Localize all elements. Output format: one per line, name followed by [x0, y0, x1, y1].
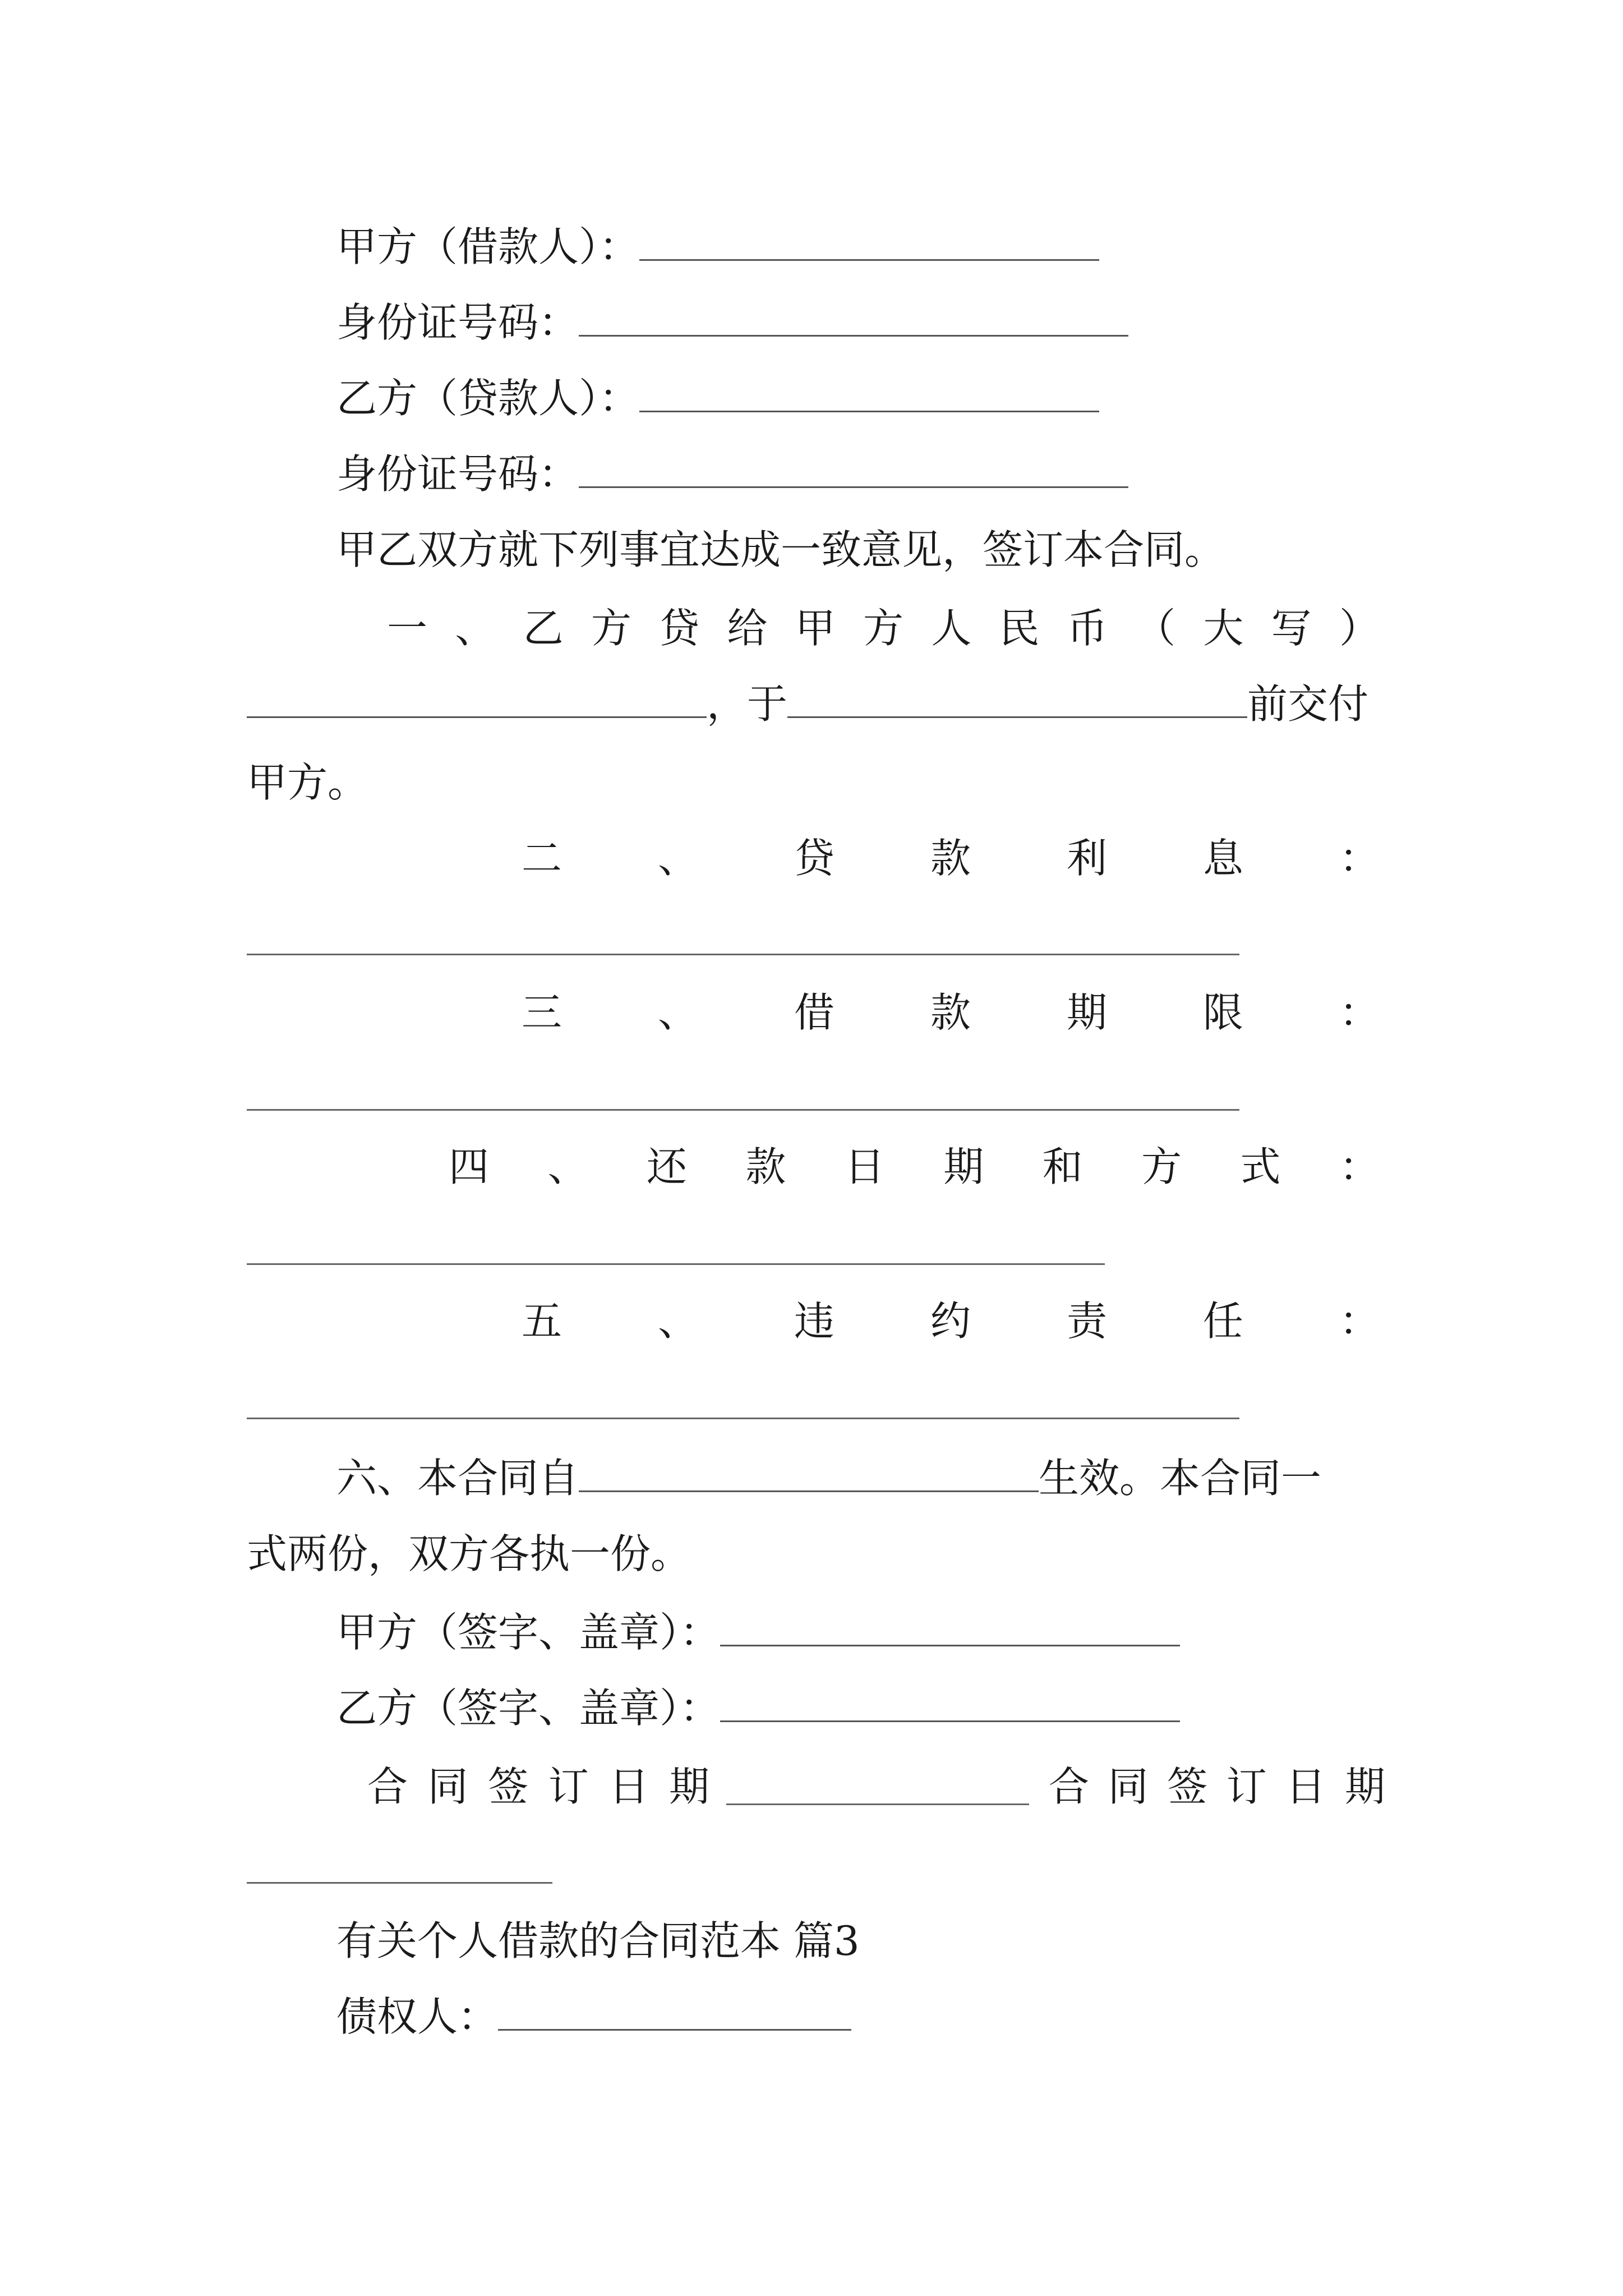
- party-b-id-field[interactable]: [579, 452, 1128, 488]
- clause-6-continuation: 式两份，双方各执一份。: [247, 1530, 691, 1577]
- sign-date-label-1: [367, 1759, 709, 1815]
- sign-date-char: 期: [668, 1763, 709, 1810]
- clause-5-char: 约: [930, 1297, 971, 1345]
- clause-4-char: 和: [1042, 1143, 1083, 1190]
- clause-1-char: 乙: [523, 605, 564, 652]
- clause-1-body: [247, 676, 1368, 732]
- party-a-borrower-label: 甲方（借款人）：: [336, 223, 640, 270]
- clause-1-char: 民: [999, 605, 1040, 652]
- party-a-borrower-row: [336, 219, 1099, 275]
- clause-5-char: 五: [522, 1297, 562, 1345]
- party-a-id-field[interactable]: [579, 300, 1128, 337]
- clause-2-char: 款: [930, 835, 971, 882]
- clause-1-heading: [387, 600, 1380, 656]
- sign-date-char: 合: [367, 1763, 408, 1810]
- creditor-row: [336, 1989, 851, 2045]
- clause-1-tail-text: 前交付: [1247, 680, 1369, 728]
- clause-2-char: 利: [1066, 835, 1107, 882]
- loan-amount-field[interactable]: [247, 682, 707, 718]
- clause-4-heading: [449, 1139, 1380, 1195]
- agreement-intro: 甲乙双方就下列事宜达成一致意见，签订本合同。: [336, 526, 1225, 573]
- clause-1-continuation: 甲方。: [247, 759, 368, 806]
- sign-date-char: 同: [427, 1763, 468, 1810]
- clause-4-char: 日: [844, 1143, 885, 1190]
- effective-date-field[interactable]: [579, 1456, 1039, 1492]
- party-b-lender-label: 乙方（贷款人）：: [336, 375, 640, 422]
- party-a-borrower-field[interactable]: [639, 224, 1099, 261]
- sign-date-char: 订: [548, 1763, 589, 1810]
- clause-1-char: ）: [1339, 605, 1380, 652]
- clause-1-char: 方: [591, 605, 631, 652]
- clause-3-char: 借: [794, 989, 834, 1036]
- clause-1-char: （: [1135, 605, 1176, 652]
- clause-4-char: 期: [943, 1143, 984, 1190]
- clause-1-mid-text: ，于: [707, 680, 788, 728]
- sign-date-char: 签: [1167, 1763, 1208, 1810]
- clause-4-char: 式: [1240, 1143, 1281, 1190]
- party-b-lender-row: [336, 370, 1099, 426]
- clause-3-char: 三: [522, 989, 562, 1036]
- section-title: 有关个人借款的合同范本 篇3: [336, 1917, 860, 1964]
- clause-2-char: 二: [522, 835, 562, 882]
- sign-date-field-1[interactable]: [726, 1803, 1029, 1805]
- clause-1-char: 币: [1067, 605, 1108, 652]
- clause-1-char: 写: [1271, 605, 1312, 652]
- clause-5-field[interactable]: [247, 1418, 1239, 1419]
- clause-1-char: 一: [387, 605, 428, 652]
- sign-date-char: 期: [1344, 1763, 1385, 1810]
- clause-4-char: ：: [1339, 1143, 1380, 1190]
- sign-date-char: 合: [1049, 1763, 1090, 1810]
- clause-1-char: 贷: [659, 605, 700, 652]
- sign-date-char: 同: [1108, 1763, 1149, 1810]
- clause-5-char: ：: [1339, 1297, 1380, 1345]
- party-b-sign-label: 乙方（签字、盖章）：: [336, 1685, 721, 1732]
- clause-5-char: 任: [1202, 1297, 1243, 1345]
- clause-1-char: 大: [1203, 605, 1244, 652]
- clause-1-char: 方: [863, 605, 903, 652]
- clause-1-char: 给: [727, 605, 768, 652]
- clause-5-char: 、: [657, 1297, 698, 1345]
- clause-4-char: 款: [745, 1143, 786, 1190]
- party-b-id-row: [336, 446, 1128, 502]
- delivery-date-field[interactable]: [787, 682, 1247, 718]
- sign-date-char: 签: [488, 1763, 529, 1810]
- party-a-sign-label: 甲方（签字、盖章）：: [336, 1609, 721, 1656]
- clause-6-prefix: 六、本合同自: [336, 1455, 579, 1502]
- clause-3-heading: [522, 984, 1380, 1041]
- party-a-id-label: 身份证号码：: [336, 299, 579, 346]
- creditor-label: 债权人：: [336, 1993, 499, 2040]
- party-b-sign-field[interactable]: [720, 1686, 1180, 1722]
- clause-6-suffix: 生效。本合同一: [1039, 1455, 1322, 1502]
- clause-4-char: 、: [547, 1143, 588, 1190]
- clause-5-heading: [522, 1293, 1380, 1349]
- clause-5-char: 违: [794, 1297, 834, 1345]
- clause-5-char: 责: [1066, 1297, 1107, 1345]
- clause-3-char: 、: [657, 989, 698, 1036]
- clause-3-char: 期: [1066, 989, 1107, 1036]
- sign-date-char: 日: [1285, 1763, 1326, 1810]
- clause-3-char: ：: [1339, 989, 1380, 1036]
- clause-1-char: 甲: [795, 605, 836, 652]
- party-b-lender-field[interactable]: [639, 376, 1099, 412]
- clause-4-char: 四: [449, 1143, 490, 1190]
- sign-date-field-2[interactable]: [247, 1882, 552, 1884]
- party-a-sign-row: [336, 1604, 1180, 1660]
- clause-2-char: 息: [1202, 835, 1243, 882]
- clause-3-field[interactable]: [247, 1109, 1239, 1111]
- party-a-sign-field[interactable]: [720, 1610, 1180, 1646]
- clause-1-char: 、: [455, 605, 496, 652]
- party-b-sign-row: [336, 1680, 1180, 1736]
- clause-2-char: ：: [1339, 835, 1380, 882]
- clause-3-char: 款: [930, 989, 971, 1036]
- party-a-id-row: [336, 295, 1128, 351]
- clause-4-char: 还: [646, 1143, 687, 1190]
- clause-2-char: 贷: [794, 835, 834, 882]
- sign-date-char: 订: [1226, 1763, 1267, 1810]
- clause-4-field[interactable]: [247, 1263, 1105, 1265]
- clause-2-field[interactable]: [247, 954, 1239, 955]
- clause-4-char: 方: [1141, 1143, 1182, 1190]
- sign-date-label-2: [1049, 1759, 1385, 1815]
- sign-date-char: 日: [608, 1763, 649, 1810]
- clause-2-char: 、: [657, 835, 698, 882]
- clause-6-body: [336, 1450, 1321, 1506]
- party-b-id-label: 身份证号码：: [336, 450, 579, 498]
- clause-2-heading: [522, 830, 1380, 886]
- creditor-field[interactable]: [498, 1994, 851, 2031]
- clause-1-char: 人: [931, 605, 972, 652]
- clause-3-char: 限: [1202, 989, 1243, 1036]
